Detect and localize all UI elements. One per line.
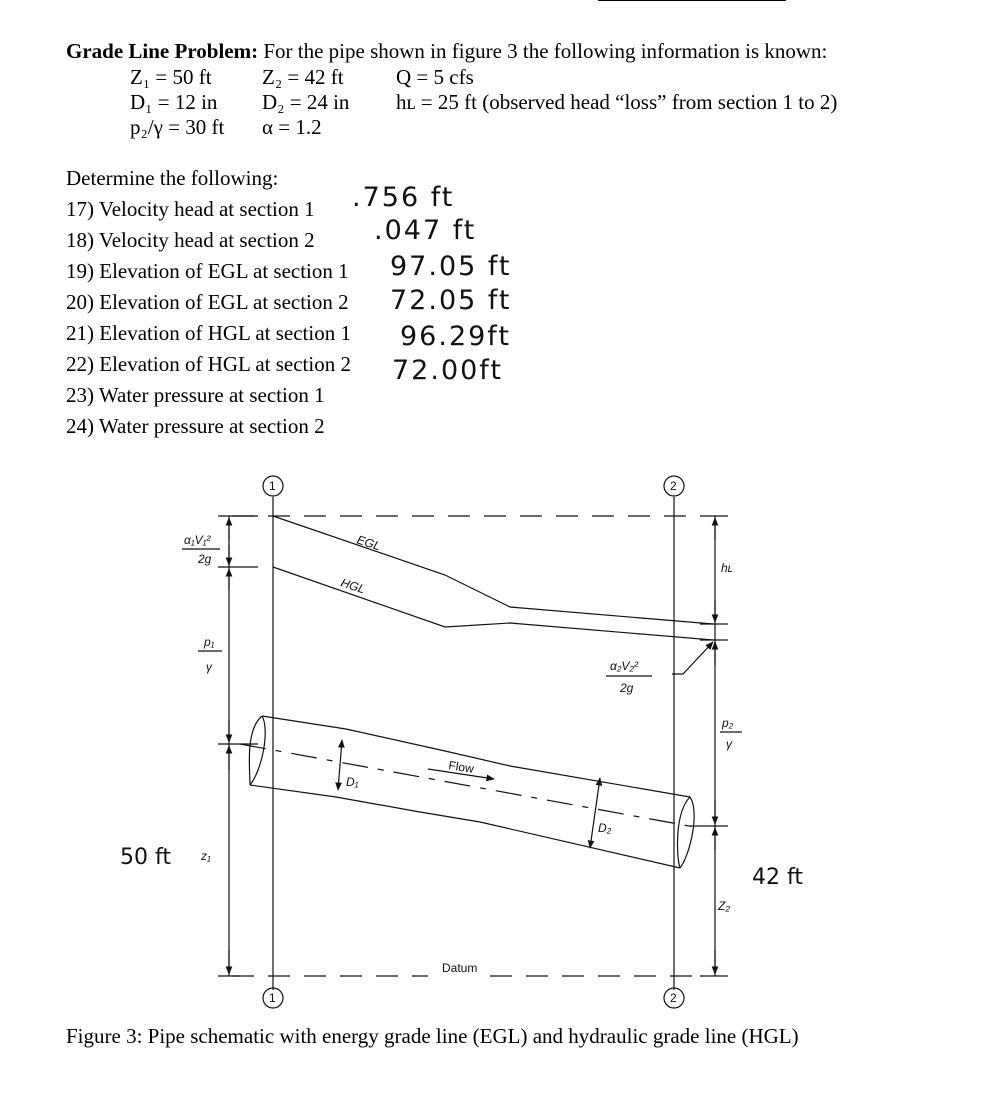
question-20: 20) Elevation of EGL at section 2 [66,290,349,314]
d1-dimension [338,740,342,790]
given-z2: Z₂ = 42 ft [262,65,344,89]
figure-caption: Figure 3: Pipe schematic with energy grade line (EGL) and hydraulic grade line (HGL) [66,1024,799,1048]
z1-label: z₁ [201,849,211,863]
given-d1: D₁ = 12 in [130,90,218,114]
hl-label: hʟ [721,561,734,575]
answer-18: .047 ft [374,215,477,246]
velocity-head-1-denominator: 2g [198,552,212,566]
given-q: Q = 5 cfs [396,65,474,89]
pipe-top-wall [262,716,690,797]
question-21: 21) Elevation of HGL at section 1 [66,321,351,345]
pressure-head-1-numerator: p₁ [204,635,215,649]
pressure-head-2-denominator: γ [726,737,732,751]
z2-label: Z₂ [718,899,730,913]
question-24: 24) Water pressure at section 2 [66,414,325,438]
determine-heading: Determine the following: [66,166,279,190]
section-1-top-label: 1 [269,479,276,493]
answer-22: 72.00ft [392,355,503,386]
pressure-head-1-denominator: γ [206,660,212,674]
question-23: 23) Water pressure at section 1 [66,383,325,407]
hgl-line [273,567,713,640]
pipe-bottom-wall [250,785,680,868]
handwritten-z1: 50 ft [120,845,171,870]
pipe-right-end [680,797,694,868]
egl-label: EGL [355,532,383,554]
d2-label: D₂ [598,821,612,835]
section-2-top-label: 2 [670,479,677,493]
answer-20: 72.05 ft [390,285,512,316]
answer-21: 96.29ft [400,321,511,352]
velocity-head-2-denominator: 2g [620,681,634,695]
datum-label: Datum [442,961,478,975]
question-18: 18) Velocity head at section 2 [66,228,315,252]
flow-label: Flow [447,758,475,776]
answer-17: .756 ft [352,182,455,213]
problem-intro: For the pipe shown in figure 3 the following information is known: [263,39,828,63]
section-2-bottom-label: 2 [670,991,677,1005]
given-z1: Z₁ = 50 ft [130,65,212,89]
question-22: 22) Elevation of HGL at section 2 [66,352,351,376]
pressure-head-2-numerator: p₂ [722,716,734,730]
answer-19: 97.05 ft [390,251,512,282]
velocity-head-2-numerator: α₂V₂² [610,659,638,673]
given-d2: D₂ = 24 in [262,90,350,114]
given-alpha: α = 1.2 [262,115,322,139]
handwritten-z2: 42 ft [752,865,803,890]
egl-line [273,516,713,624]
given-p2: p₂/γ = 30 ft [130,115,225,139]
question-17: 17) Velocity head at section 1 [66,197,315,221]
question-19: 19) Elevation of EGL at section 1 [66,259,349,283]
section-1-bottom-label: 1 [269,991,276,1005]
given-hl: hʟ = 25 ft (observed head “loss” from section 1 to 2) [396,90,838,114]
velocity-head-1-numerator: α₁V₁² [184,533,211,547]
d1-label: D₁ [346,775,359,789]
d2-dimension [590,778,600,848]
hgl-label: HGL [339,575,367,597]
problem-heading: Grade Line Problem: [66,39,259,63]
